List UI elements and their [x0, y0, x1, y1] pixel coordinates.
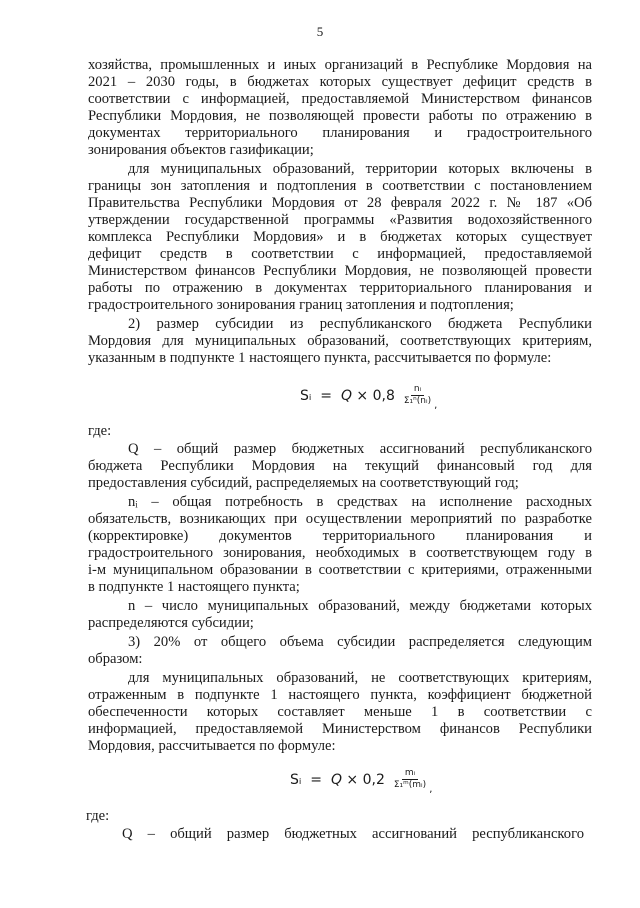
formula-lhs: Sᵢ [290, 771, 302, 788]
text-line: работы по отражению в документах территориального планирования и [88, 280, 592, 296]
text-line: градостроительного зонирования границ затопления и подтопления; [88, 297, 514, 313]
text-line: Министерством финансов Республики Мордовия, не позволяющей провести [88, 263, 592, 279]
text-line: для муниципальных образований, не соответствующих критериям, [128, 670, 592, 686]
text-line: Правительства Республики Мордовия от 28 февраля 2022 г. № 187 «Об [88, 195, 592, 211]
formula-times: × [346, 771, 359, 788]
text-line: Q – общий размер бюджетных ассигнований республиканского [122, 826, 584, 842]
text-line: хозяйства, промышленных и иных организаций в Республике Мордовия на [88, 57, 592, 73]
text-line: зонирования объектов газификации; [88, 142, 314, 158]
text-line: соответствии с информацией, предоставляемой Министерством финансов [88, 91, 592, 107]
text-line: Мордовия, рассчитывается по формуле: [88, 738, 336, 754]
text-line: 3) 20% от общего объема субсидии распределяется следующим [128, 634, 592, 650]
formula-eq: = [320, 387, 333, 404]
text-line: комплекса Республики Мордовия» и в бюджетах которых существует [88, 229, 592, 245]
text-line: бюджета Республики Мордовия на текущий финансовый год для [88, 458, 592, 474]
text-line: информацией, предоставляемой Министерством финансов Республики [88, 721, 592, 737]
formula-times: × [356, 387, 369, 404]
formula-denominator: Σ₁ᵐ(mᵢ) [393, 780, 427, 790]
text-line: границы зон затопления и подтопления в соответствии с постановлением [88, 178, 592, 194]
text-line: где: [88, 423, 112, 439]
formula-q: Q [340, 387, 352, 404]
text-line: градостроительного зонирования, необходимых в соответствующем году в [88, 545, 592, 561]
text-line: Q – общий размер бюджетных ассигнований республиканского [128, 441, 592, 457]
formula-comma: , [429, 784, 433, 795]
formula-denominator: Σ₁ⁿ(nᵢ) [403, 396, 432, 406]
text-line: где: [86, 808, 110, 824]
formula-coef: 0,2 [362, 771, 385, 788]
text-line: 2021 – 2030 годы, в бюджетах которых существует дефицит средств в [88, 74, 592, 90]
formula-numerator: nᵢ [411, 384, 424, 396]
page-number: 5 [316, 24, 324, 39]
text-line: (корректировке) документов территориального планирования и [88, 528, 592, 544]
text-line: для муниципальных образований, территории которых включены в [128, 161, 592, 177]
formula-coef: 0,8 [372, 387, 395, 404]
text-line: утверждении государственной программы «Развития водохозяйственного [88, 212, 592, 228]
text-line: указанным в подпункте 1 настоящего пункта, рассчитывается по формуле: [88, 350, 552, 366]
text-line: предоставления субсидий, распределяемых на соответствующий год; [88, 475, 519, 491]
text-line: Республики Мордовия, не позволяющей провести работы по отражению в [88, 108, 592, 124]
text-line: распределяются субсидии; [88, 615, 254, 631]
formula-subsidy-2 [290, 768, 433, 795]
text-line: 2) размер субсидии из республиканского бюджета Республики [128, 316, 592, 332]
text-line: обеспеченности которых составляет меньше 1 в соответствии с [88, 704, 592, 720]
formula-lhs: Sᵢ [300, 387, 312, 404]
formula-q: Q [330, 771, 342, 788]
text-line: nᵢ – общая потребность в средствах на исполнение расходных [128, 494, 592, 510]
text-line: отраженным в подпункте 1 настоящего пункта, коэффициент бюджетной [88, 687, 592, 703]
formula-comma: , [434, 400, 438, 411]
text-line: образом: [88, 651, 143, 667]
formula-fraction [391, 768, 429, 791]
text-line: n – число муниципальных образований, между бюджетами которых [128, 598, 592, 614]
formula-numerator: mᵢ [402, 768, 418, 780]
formula-fraction [401, 384, 434, 407]
text-line: i-м муниципальном образовании в соответствии с критериями, отраженными [88, 562, 592, 578]
text-line: в подпункте 1 настоящего пункта; [88, 579, 300, 595]
formula-eq: = [310, 771, 323, 788]
text-line: Мордовия для муниципальных образований, соответствующих критериям, [88, 333, 592, 349]
formula-subsidy-1 [300, 384, 438, 411]
text-line: дефицит средств в соответствии с информацией, предоставляемой [88, 246, 592, 262]
text-line: документах территориального планирования и градостроительного [88, 125, 592, 141]
text-line: обязательств, возникающих при осуществлении мероприятий по разработке [88, 511, 592, 527]
